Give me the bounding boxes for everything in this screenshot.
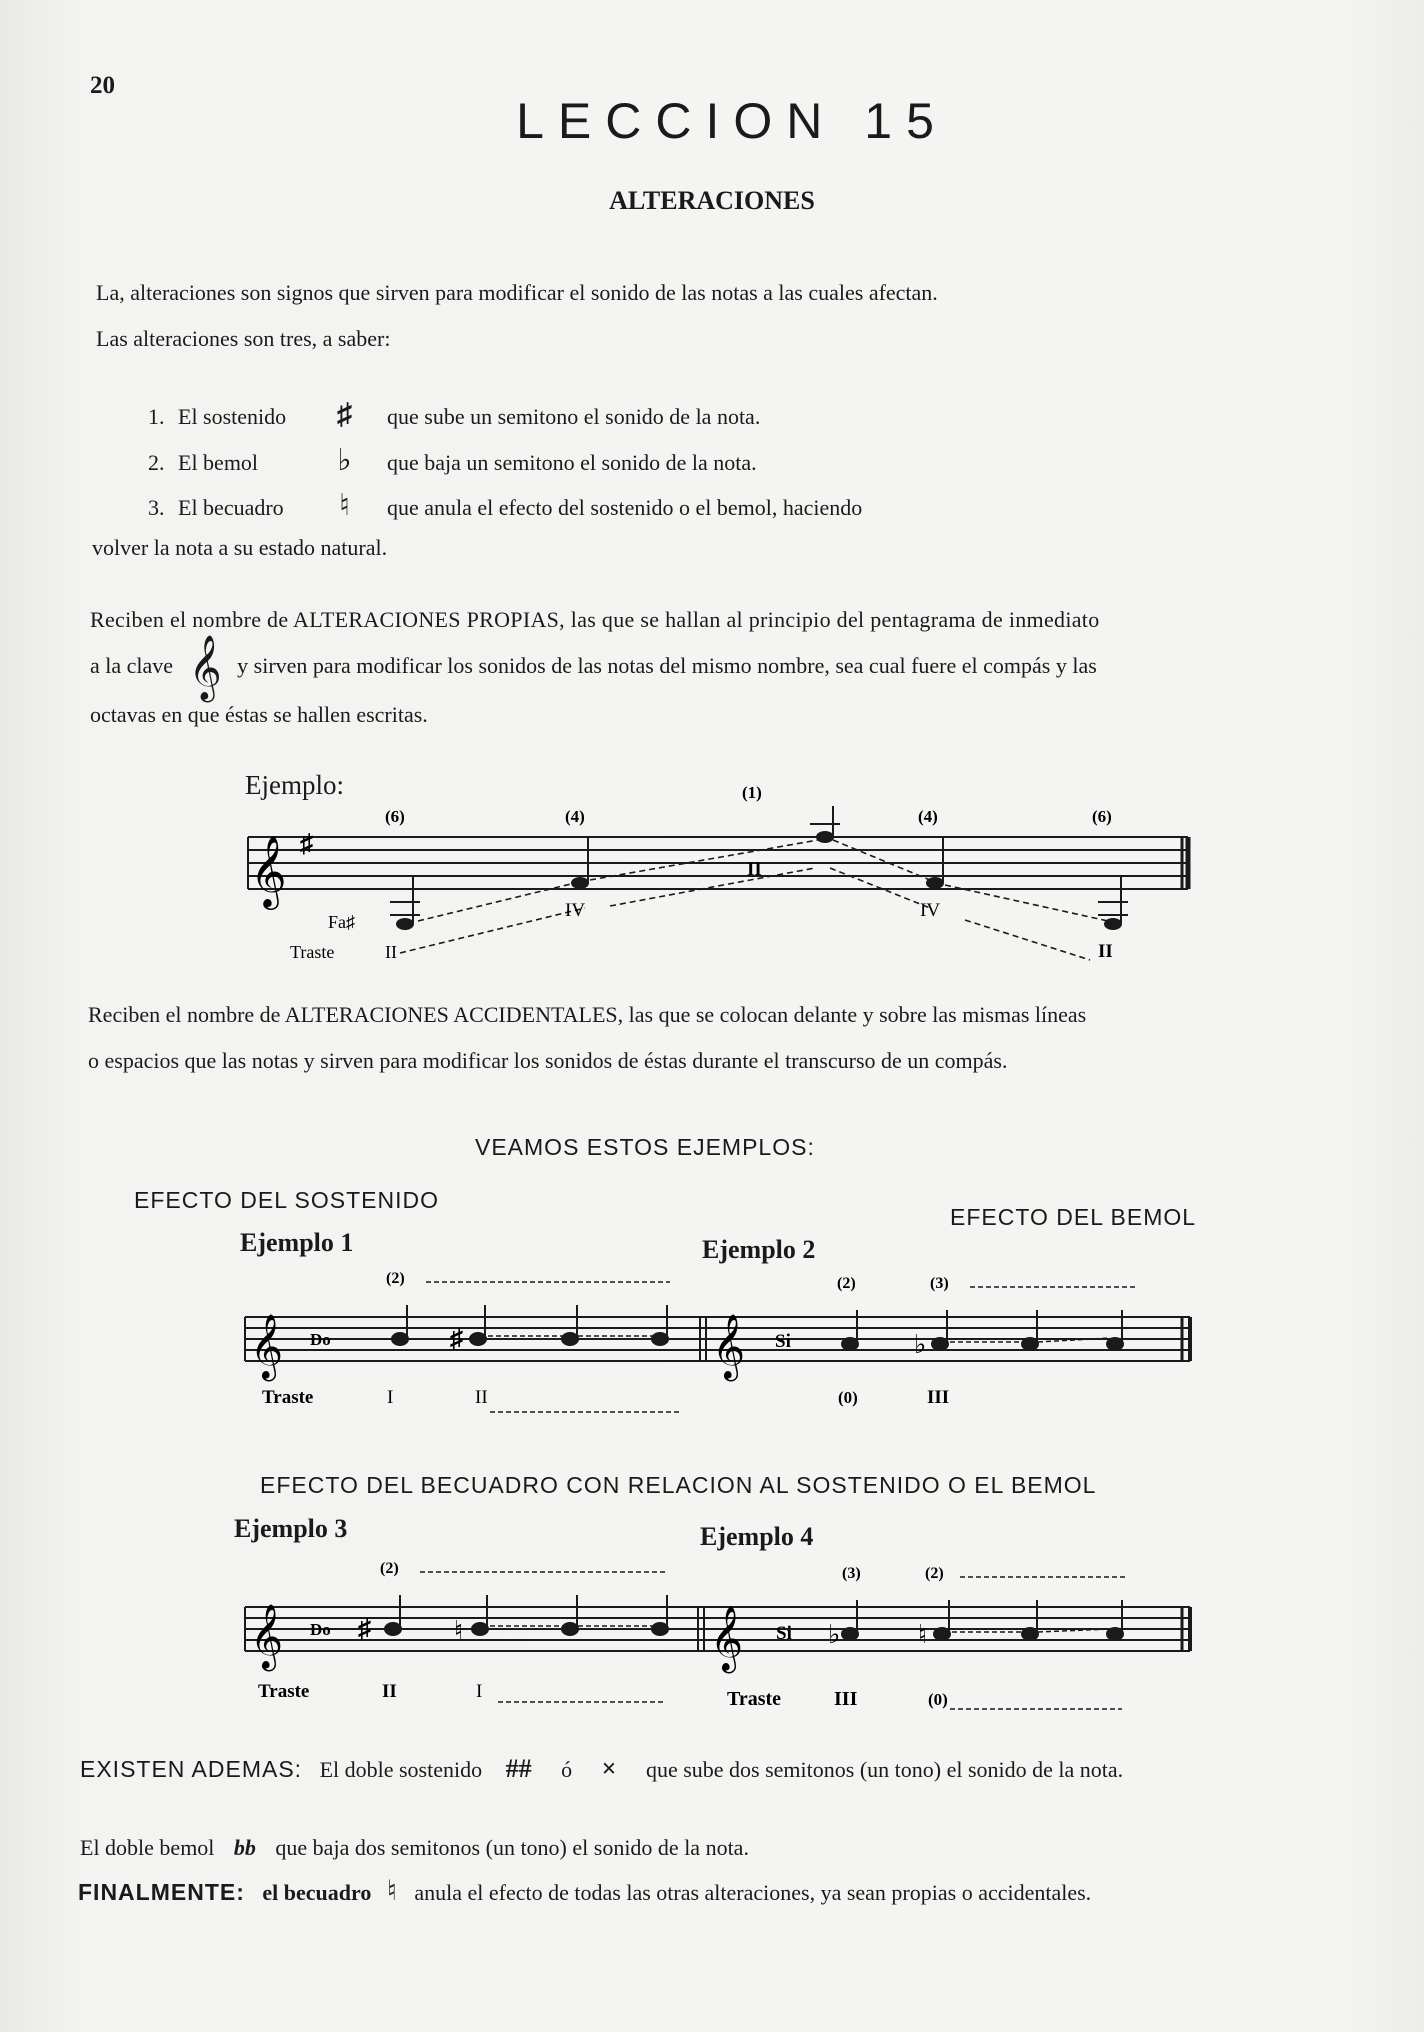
- example-staff: [230, 780, 1210, 970]
- note-head: [1104, 918, 1122, 930]
- traste-label: Traste: [727, 1688, 782, 1710]
- note-name: Si: [776, 1623, 792, 1644]
- string-label: (6): [385, 807, 405, 826]
- fret-label: II: [382, 1681, 397, 1702]
- treble-clef-icon: 𝄞: [712, 1316, 746, 1378]
- list-desc: que baja un semitono el sonido de la nota.: [387, 450, 757, 475]
- fret-label: II: [475, 1387, 488, 1408]
- note-name: Si: [775, 1331, 791, 1352]
- fret-label: IV: [920, 900, 941, 921]
- traste-label: Traste: [290, 942, 335, 962]
- finalmente-line: [78, 1874, 1091, 1908]
- list-continuation: volver la nota a su estado natural.: [92, 535, 388, 560]
- lesson-title: LECCION 15: [516, 93, 948, 149]
- efecto-sostenido-heading: EFECTO DEL SOSTENIDO: [134, 1187, 439, 1213]
- note-head: [396, 918, 414, 930]
- list-name: El becuadro: [178, 495, 284, 520]
- page-number: 20: [90, 72, 115, 99]
- finalmente-text-1: el becuadro: [262, 1880, 372, 1905]
- flat-icon: ♭: [337, 444, 352, 477]
- efecto-bemol-heading: EFECTO DEL BEMOL: [950, 1204, 1197, 1230]
- propias-text-a: a la clave: [90, 653, 174, 679]
- traste-label: Traste: [258, 1681, 310, 1702]
- veamos-heading: VEAMOS ESTOS EJEMPLOS:: [475, 1134, 815, 1160]
- staff-ejemplo-3-4: [230, 1555, 1200, 1715]
- list-item-sostenido: [148, 398, 760, 432]
- natural-icon: ♮: [386, 1876, 397, 1907]
- natural-icon: ♮: [918, 1620, 928, 1649]
- note-name: Do: [310, 1330, 331, 1349]
- doble-bemol-text-1: El doble bemol: [80, 1835, 215, 1860]
- list-name: El sostenido: [178, 404, 287, 429]
- string-label: (4): [918, 807, 938, 826]
- fret-label: III: [927, 1387, 950, 1408]
- fret-label: II: [385, 942, 397, 962]
- efecto-becuadro-heading: EFECTO DEL BECUADRO CON RELACION AL SOSTENIDO O EL BEMOL: [260, 1472, 1097, 1498]
- list-name: El bemol: [178, 450, 259, 475]
- double-sharp-icon: ##: [505, 1754, 532, 1783]
- string-label: (3): [842, 1565, 861, 1582]
- flat-icon: ♭: [828, 1620, 841, 1649]
- flat-icon: ♭: [914, 1330, 927, 1359]
- existen-or: ó: [561, 1757, 573, 1782]
- accidentales-line-1: Reciben el nombre de ALTERACIONES ACCIDENTALES, las que se colocan delante y sobre las mismas líneas: [88, 1002, 1087, 1027]
- treble-clef-icon: 𝄞: [250, 838, 287, 906]
- string-label: (2): [837, 1275, 856, 1292]
- traste-label: Traste: [262, 1387, 314, 1408]
- list-item-becuadro: [148, 488, 862, 523]
- treble-clef-icon: 𝄞: [250, 1606, 284, 1668]
- key-sharp-icon: ♯: [300, 829, 313, 858]
- fret-label: II: [1098, 941, 1113, 962]
- sharp-icon: ♯: [450, 1324, 463, 1353]
- double-flat-icon: bb: [233, 1835, 256, 1860]
- natural-icon: ♮: [339, 489, 350, 522]
- section-title: ALTERACIONES: [609, 186, 815, 215]
- note-head: [816, 831, 834, 843]
- fret-label: (0): [928, 1690, 948, 1709]
- list-item-bemol: [148, 443, 757, 478]
- sharp-icon: ♯: [358, 1614, 371, 1643]
- staff-ejemplo-1-2: [230, 1265, 1200, 1425]
- double-sharp-x-icon: ×: [601, 1754, 617, 1783]
- existen-line: [80, 1754, 1123, 1784]
- list-desc: que anula el efecto del sostenido o el bemol, haciendo: [387, 495, 863, 520]
- list-number: 1.: [148, 404, 165, 429]
- ejemplo-4-label: Ejemplo 4: [700, 1522, 814, 1551]
- list-number: 3.: [148, 495, 165, 520]
- ejemplo-2-label: Ejemplo 2: [702, 1235, 816, 1264]
- string-label: (3): [930, 1275, 949, 1292]
- doble-bemol-text-2: que baja dos semitonos (un tono) el sonido de la nota.: [275, 1835, 749, 1860]
- propias-text-b: y sirven para modificar los sonidos de las notas del mismo nombre, sea cual fuere el compás y las: [237, 653, 1097, 679]
- ejemplo-3-label: Ejemplo 3: [234, 1514, 348, 1543]
- list-number: 2.: [148, 450, 165, 475]
- fret-label: I: [387, 1387, 394, 1408]
- note-name: Do: [310, 1620, 331, 1639]
- doble-bemol-line: [80, 1835, 749, 1861]
- propias-line-2: [90, 637, 1097, 699]
- example-label: Ejemplo:: [245, 770, 344, 800]
- treble-clef-icon: 𝄞: [250, 1316, 284, 1378]
- existen-text-1: El doble sostenido: [319, 1757, 483, 1782]
- string-label: (2): [386, 1270, 405, 1287]
- string-label: (2): [925, 1565, 944, 1582]
- existen-text-2: que sube dos semitonos (un tono) el sonido de la nota.: [645, 1757, 1124, 1782]
- finalmente-text-2: anula el efecto de todas las otras alteraciones, ya sean propias o accidentales.: [414, 1880, 1092, 1905]
- accidentales-line-2: o espacios que las notas y sirven para modificar los sonidos de éstas durante el transcurso de un compás.: [88, 1048, 1008, 1073]
- treble-clef-icon: 𝄞: [710, 1608, 744, 1670]
- fret-label: III: [834, 1688, 858, 1710]
- string-label: (2): [380, 1560, 399, 1577]
- propias-line-3: octavas en que éstas se hallen escritas.: [90, 702, 428, 727]
- existen-lead: EXISTEN ADEMAS:: [80, 1756, 303, 1782]
- fret-label: II: [747, 859, 762, 880]
- intro-line-1: La, alteraciones son signos que sirven para modificar el sonido de las notas a las cuales afectan.: [96, 280, 938, 305]
- fret-label: I: [476, 1681, 483, 1702]
- fret-label: (0): [838, 1388, 858, 1407]
- fa-sharp-label: Fa♯: [328, 912, 355, 932]
- fret-label: IV: [565, 900, 586, 921]
- sharp-icon: ♯: [337, 398, 352, 431]
- finalmente-lead: FINALMENTE:: [78, 1879, 245, 1905]
- ejemplo-1-label: Ejemplo 1: [240, 1228, 354, 1257]
- propias-line-1: Reciben el nombre de ALTERACIONES PROPIAS, las que se hallan al principio del pentagrama de inmediato: [90, 607, 1100, 632]
- string-label: (1): [742, 783, 762, 802]
- string-label: (4): [565, 807, 585, 826]
- intro-line-2: Las alteraciones son tres, a saber:: [96, 326, 391, 351]
- list-desc: que sube un semitono el sonido de la nota.: [387, 404, 761, 429]
- natural-icon: ♮: [454, 1616, 464, 1645]
- string-label: (6): [1092, 807, 1112, 826]
- treble-clef-icon: 𝄞: [188, 637, 222, 699]
